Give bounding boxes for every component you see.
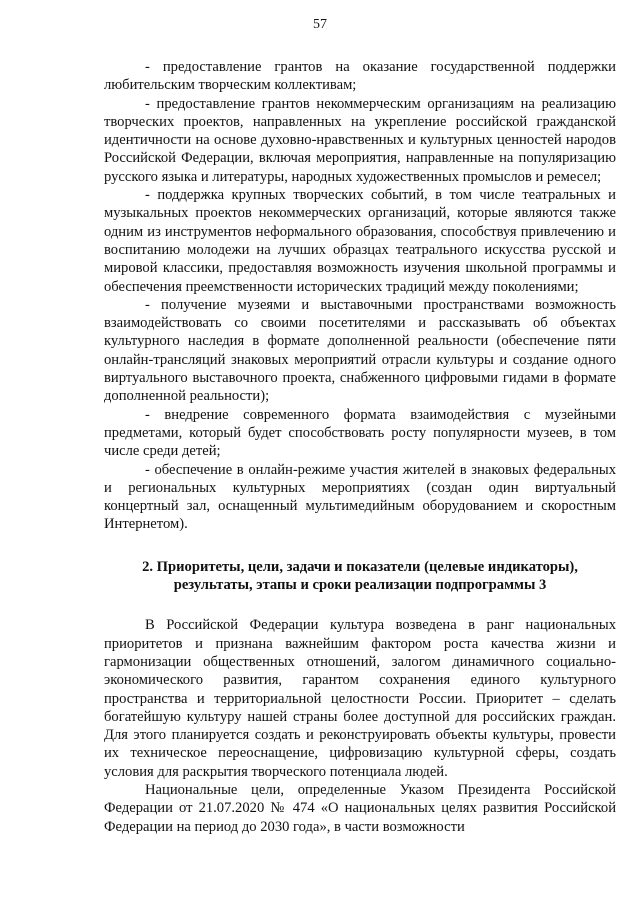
paragraph: В Российской Федерации культура возведена в ранг национальных приоритетов и признана важнейшим фактором роста качества жизни и гармонизации общественных отношений, залогом динамичного социально-экономического развития, гарантом сохранения единого культурного пространства и территориальной целостности России. Приоритет – сделать богатейшую культуру нашей страны более доступной для российских граждан. Для этого планируется создать и реконструировать объекты культуры, провести их техническое переоснащение, цифровизацию культурной сферы, создать условия для раскрытия творческого потенциала людей. — [104, 617, 616, 780]
list-item: - предоставление грантов на оказание государственной поддержки любительским творческим коллективам; — [104, 59, 616, 94]
section-heading-line: результаты, этапы и сроки реализации подпрограммы 3 — [173, 577, 547, 594]
section-heading — [104, 558, 616, 595]
page-number: 57 — [313, 17, 327, 32]
list-item: - получение музеями и выставочными пространствами возможность взаимодействовать со своими посетителями и рассказывать об объектах культурного наследия в формате дополненной реальности (обеспечение пяти онлайн-трансляций знаковых мероприятий отрасли культуры и создание одного виртуального выставочного проекта, снабженного цифровыми гидами в формате дополненной реальности); — [104, 296, 616, 405]
section-heading-line: 2. Приоритеты, цели, задачи и показатели (целевые индикаторы), — [142, 558, 578, 575]
list-item: - предоставление грантов некоммерческим организациям на реализацию творческих проектов, направленных на укрепление российской гражданской идентичности на основе духовно-нравственных и культурных ценностей народов Российской Федерации, включая мероприятия, направленные на популяризацию русского языка и литературы, народных художественных промыслов и ремесел; — [104, 95, 616, 185]
list-item: - внедрение современного формата взаимодействия с музейными предметами, который будет способствовать росту популярности музеев, в том числе среди детей; — [104, 406, 616, 460]
list-item: - поддержка крупных творческих событий, в том числе театральных и музыкальных проектов некоммерческих организаций, которые являются также одним из инструментов неформального образования, способствуя привлечению и воспитанию молодежи на лучших образцах театрального искусства русской и мировой классики, предоставляя возможность изучения школьной программы и обеспечения преемственности исторических традиций между поколениями; — [104, 187, 616, 295]
document-body — [104, 58, 616, 836]
paragraph: Национальные цели, определенные Указом Президента Российской Федерации от 21.07.2020 № 474 «О национальных целях развития Российской Федерации на период до 2030 года», в части возможности — [104, 781, 616, 835]
list-item: - обеспечение в онлайн-режиме участия жителей в знаковых федеральных и региональных культурных мероприятиях (создан один виртуальный концертный зал, оснащенный мультимедийным оборудованием и скоростным Интернетом). — [104, 461, 616, 533]
